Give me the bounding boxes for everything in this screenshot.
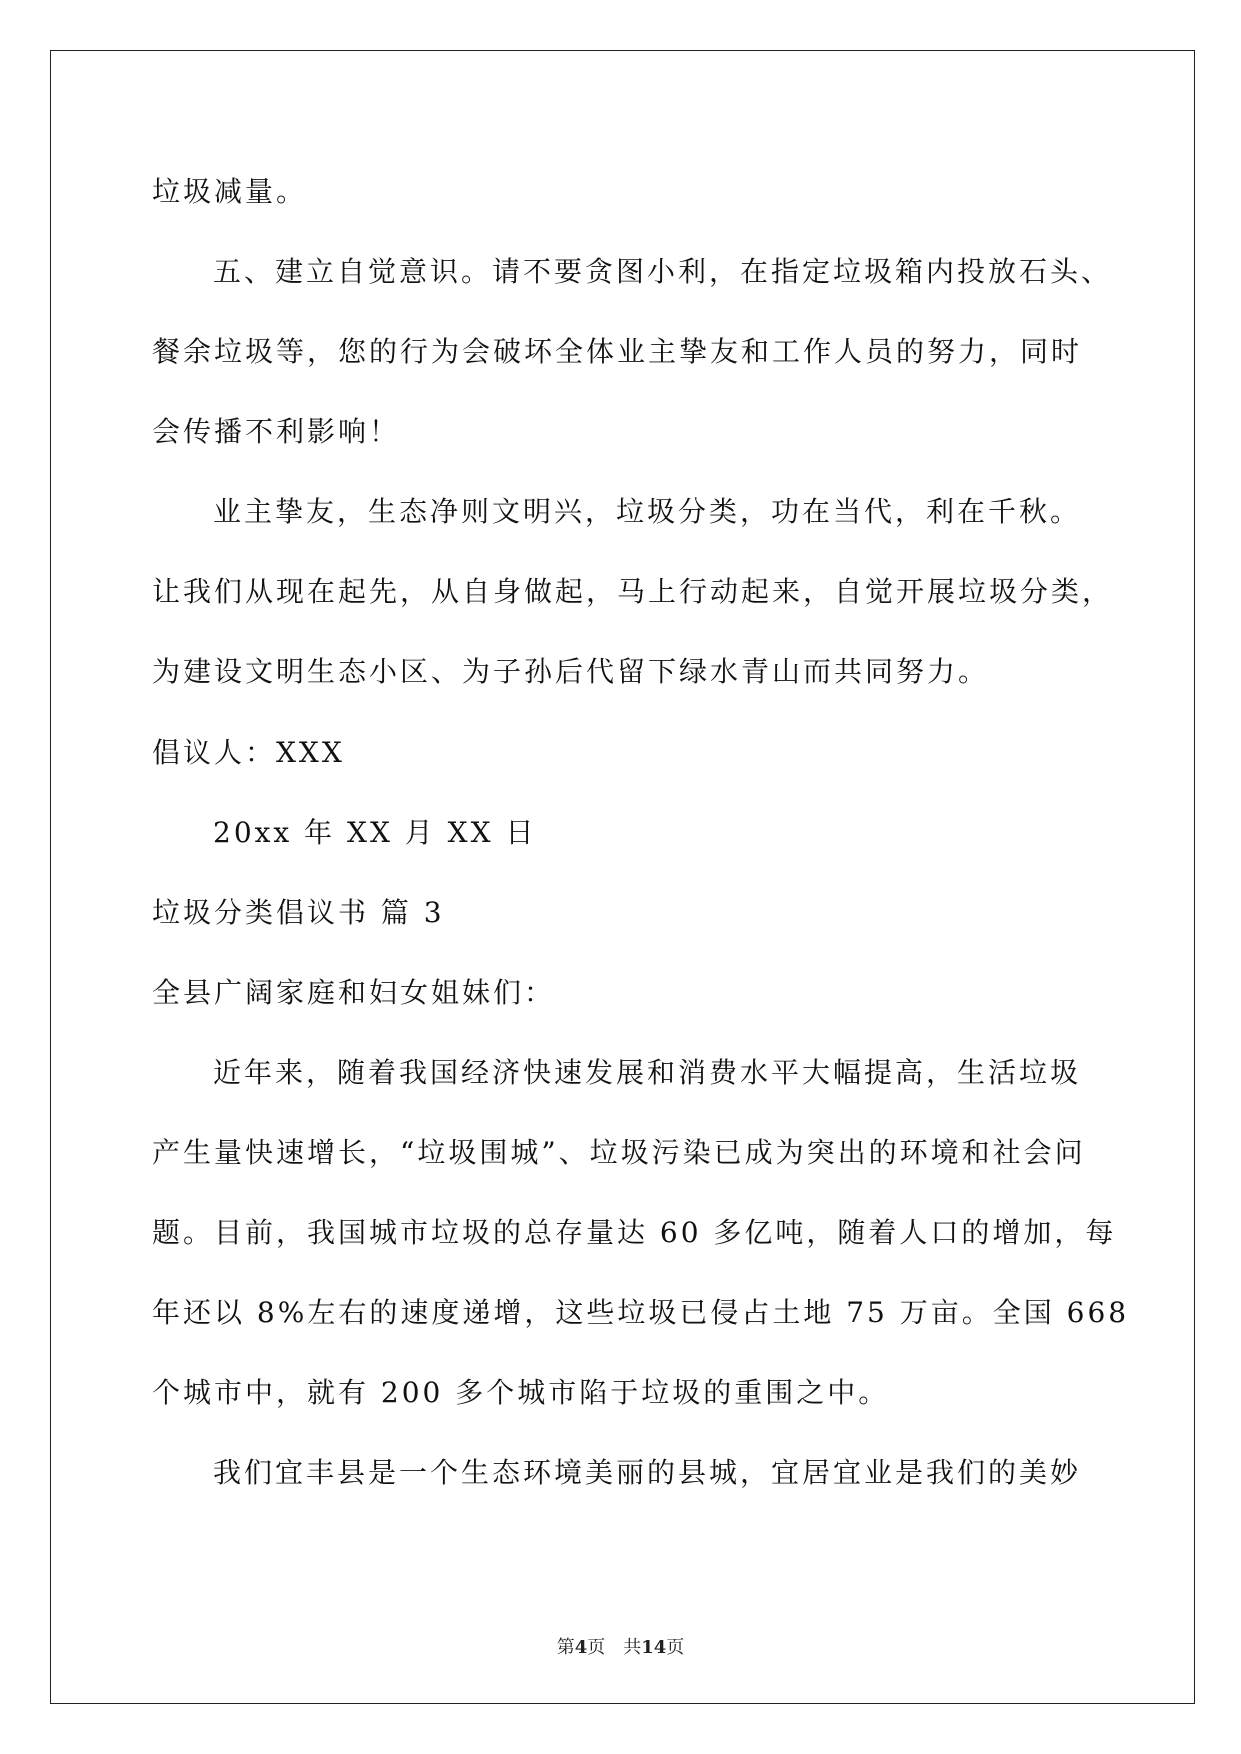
page-current: 4 — [574, 1637, 588, 1658]
text-line: 让我们从现在起先，从自身做起，马上行动起来，自觉开展垃圾分类， — [152, 575, 1114, 608]
page-mid: 页 共 — [587, 1637, 642, 1658]
page-total: 14 — [641, 1637, 667, 1658]
salutation: 全县广阔家庭和妇女姐妹们： — [152, 976, 556, 1009]
text-line: 五、建立自觉意识。请不要贪图小利，在指定垃圾箱内投放石头、 — [213, 255, 1113, 288]
page-prefix: 第 — [556, 1637, 575, 1658]
text-line: 题。目前，我国城市垃圾的总存量达 60 多亿吨，随着人口的增加，每 — [152, 1216, 1117, 1249]
text-line: 业主挚友，生态净则文明兴，垃圾分类，功在当代，利在千秋。 — [213, 495, 1082, 528]
text-line: 会传播不利影响！ — [152, 415, 401, 448]
text-line: 餐余垃圾等，您的行为会破坏全体业主挚友和工作人员的努力，同时 — [152, 335, 1083, 368]
page-footer — [0, 1636, 1241, 1660]
text-line: 年还以 8%左右的速度递增，这些垃圾已侵占土地 75 万亩。全国 668 — [152, 1296, 1130, 1329]
text-line: 产生量快速增长，“垃圾围城”、垃圾污染已成为突出的环境和社会问 — [152, 1136, 1086, 1169]
page-suffix: 页 — [666, 1637, 685, 1658]
text-line: 近年来，随着我国经济快速发展和消费水平大幅提高，生活垃圾 — [213, 1056, 1082, 1089]
date-line: 20xx 年 XX 月 XX 日 — [213, 816, 537, 849]
signature-line: 倡议人：XXX — [152, 736, 345, 769]
text-line: 垃圾减量。 — [152, 175, 308, 208]
text-line: 我们宜丰县是一个生态环境美丽的县城，宜居宜业是我们的美妙 — [213, 1456, 1082, 1489]
text-line: 为建设文明生态小区、为子孙后代留下绿水青山而共同努力。 — [152, 655, 990, 688]
text-line: 个城市中，就有 200 多个城市陷于垃圾的重围之中。 — [152, 1376, 890, 1409]
section-title: 垃圾分类倡议书 篇 3 — [152, 896, 445, 929]
